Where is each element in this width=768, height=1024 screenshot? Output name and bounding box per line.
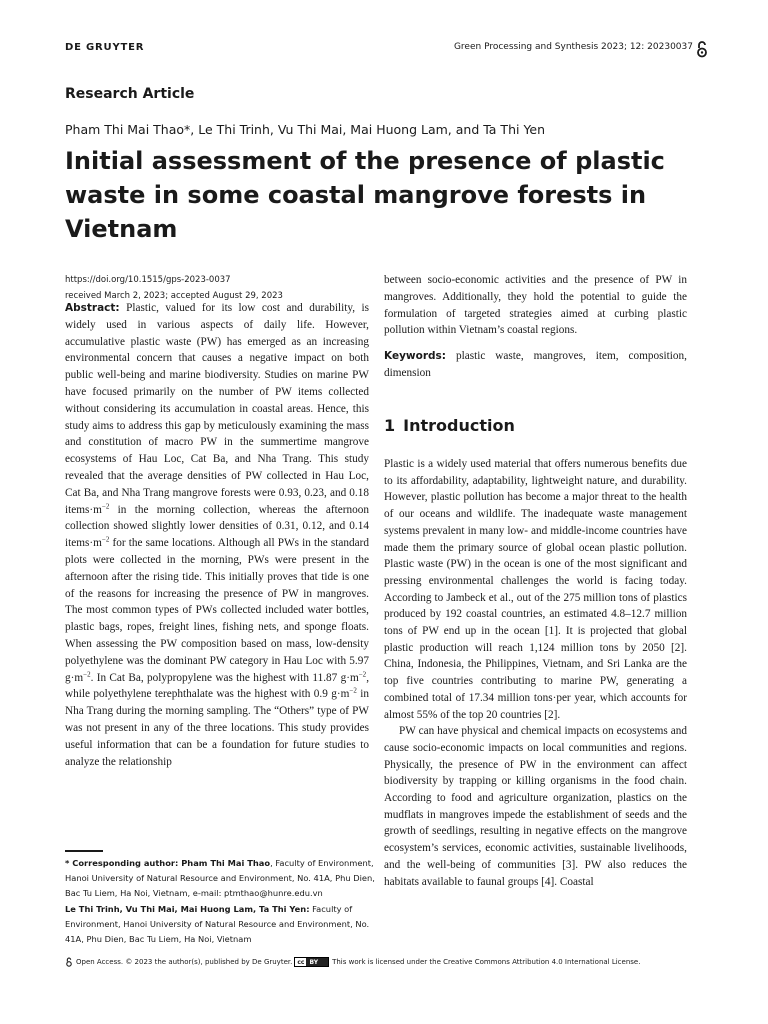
abstract-text-2: in the morning collection, whereas the afternoon collection showed slightly lower densities of 0.31, 0.12, and 0.14 items·m (65, 503, 369, 550)
license-statement: This work is licensed under the Creative Commons Attribution 4.0 International License. (332, 958, 641, 966)
abstract-exp-1: −2 (101, 501, 110, 510)
footnote (65, 856, 375, 947)
keywords (384, 348, 687, 382)
intro-paragraph-2: PW can have physical and chemical impacts on ecosystems and cause socio-economic impacts on local communities and regions. Physically, the presence of PW in the environment can affect biodiversity by trapping or killing organisms in the food chain. According to food and agriculture organization, plastics on the mudflats in mangroves impede the establishment of seeds and the growth of seedlings, resulting in negative effects on the mangrove ecosystem’s services, economic activities, sustainable livelihoods, and the well-being of communities [3]. PW also reduces the habitats available to faunal groups [4]. Coastal (384, 725, 687, 888)
corresponding-author-affiliation: , Faculty of Environment, Hanoi University of Natural Resource and Environment, No. 41A, Phu Dien, Bac Tu Liem, Ha Noi, Vietnam, e-mail: ptmthao@hunre.edu.vn (65, 858, 375, 899)
abstract-exp-2: −2 (101, 535, 110, 544)
doi-link[interactable]: https://doi.org/10.1515/gps-2023-0037 (65, 275, 231, 285)
abstract-continuation-text: between socio-economic activities and the presence of PW in mangroves. Additionally, they hold the potential to guide the formulation of targeted strategies aimed at curbing plastic pollution within Vietnam’s coastal regions. (384, 274, 687, 337)
open-access-icon (65, 957, 73, 967)
license-bar (65, 955, 705, 969)
abstract (65, 300, 369, 770)
abstract-text-3: for the same locations. Although all PWs in the standard plots were collected in the morning, PWs were present in the afternoon after the rising tide. This initially proves that tide is one of the reasons for increasing the presence of PW in mangroves. The most common types of PWs collected included water bottles, plastic bags, ropes, freight lines, fishing nets, and sponge floats. When assessing the PW composition based on mass, low-density polyethylene was the dominant PW category in Hau Loc with 5.97 g·m (65, 537, 369, 684)
abstract-exp-3: −2 (83, 669, 91, 678)
abstract-text-4: . In Cat Ba, polypropylene was the highest with 11.87 g·m (90, 671, 359, 684)
coauthors-label: Le Thi Trinh, Vu Thi Mai, Mai Huong Lam, Ta Thi Yen: (65, 903, 310, 914)
cc-by-badge-icon[interactable] (294, 957, 329, 967)
journal-citation: Green Processing and Synthesis 2023; 12: 20230037 (453, 42, 693, 52)
abstract-text-5: , while polyethylene terephthalate was the highest with 0.9 g·m (65, 671, 369, 701)
intro-paragraph-1: Plastic is a widely used material that offers numerous benefits due to its affordability, adaptability, lightweight nature, and durability. However, plastic pollution has become a major threat to the health of our oceans and wildlife. The inadequate waste management systems prevalent in many low- and middle-income countries have made them the primary source of global ocean plastic pollution. Plastic waste (PW) in the ocean is one of the most significant and pressing environmental challenges the world is facing today. According to Jambeck et al., out of the 275 million tons of plastics produced by 192 coastal countries, an estimated 4.8–12.7 million tons of PW end up in the ocean [1]. It is projected that global plastic production will reach 1,124 million tons by 2050 [2]. China, Indonesia, the Philippines, Vietnam, and Sri Lanka are the top five countries contributing to marine PW, generating a combined total of 17.34 million tons·per year, which accounts for almost 55% of the top 20 countries [2]. (384, 458, 687, 721)
page-header (65, 40, 705, 60)
keywords-label: Keywords: (384, 350, 446, 363)
abstract-continuation (384, 272, 687, 382)
cc-label: cc (297, 958, 305, 966)
footnote-divider (65, 850, 103, 852)
received-accepted-dates: received March 2, 2023; accepted August 29, 2023 (65, 291, 283, 301)
section-number: 1 (384, 416, 396, 435)
section-title: Introduction (403, 416, 515, 435)
section-heading (384, 416, 515, 435)
by-label: BY (306, 958, 328, 966)
corresponding-author-label: * Corresponding author: Pham Thi Mai Thao (65, 858, 271, 868)
article-title: Initial assessment of the presence of plastic waste in some coastal mangrove forests in Vietnam (65, 147, 665, 243)
keywords-text: plastic waste, mangroves, item, composition, dimension (384, 350, 687, 379)
open-access-icon (695, 40, 709, 58)
license-copyright: Open Access. © 2023 the author(s), published by De Gruyter. (76, 958, 293, 966)
article-type: Research Article (65, 86, 195, 102)
abstract-exp-4: −2 (358, 669, 367, 678)
abstract-text-1: Plastic, valued for its low cost and durability, is widely used in various aspects of daily life. However, accumulative plastic waste (PW) has emerged as an increasing environmental concern that causes a negative impact on both public well-being and marine biodiversity. Studies on marine PW have focused primarily on the number of PW items collected without considering its accumulation in coastal areas. Hence, this study aims to address this gap by meticulously examining the mass and constitution of macro PW in the summertime mangrove ecosystems of Hau Loc, Cat Ba, and Nha Trang. This study revealed that the average densities of PW collected in Hau Loc, Cat Ba, and Nha Trang mangrove forests were 0.93, 0.23, and 0.18 items·m (65, 302, 369, 516)
abstract-text-6: in Nha Trang during the morning sampling. The “Others” type of PW was not present in any of the three locations. This study provides useful information that can be a foundation for future studies to analyze the relationship (65, 688, 369, 768)
introduction-body (384, 456, 687, 890)
coauthors-affiliation: Faculty of Environment, Hanoi University of Natural Resource and Environment, No. 41A, Phu Dien, Bac Tu Liem, Ha Noi, Vietnam (65, 903, 370, 945)
publisher-name: DE GRUYTER (65, 42, 145, 53)
author-list: Pham Thi Mai Thao*, Le Thi Trinh, Vu Thi Mai, Mai Huong Lam, and Ta Thi Yen (65, 122, 546, 137)
abstract-exp-5: −2 (349, 686, 357, 695)
abstract-label: Abstract: (65, 302, 120, 314)
